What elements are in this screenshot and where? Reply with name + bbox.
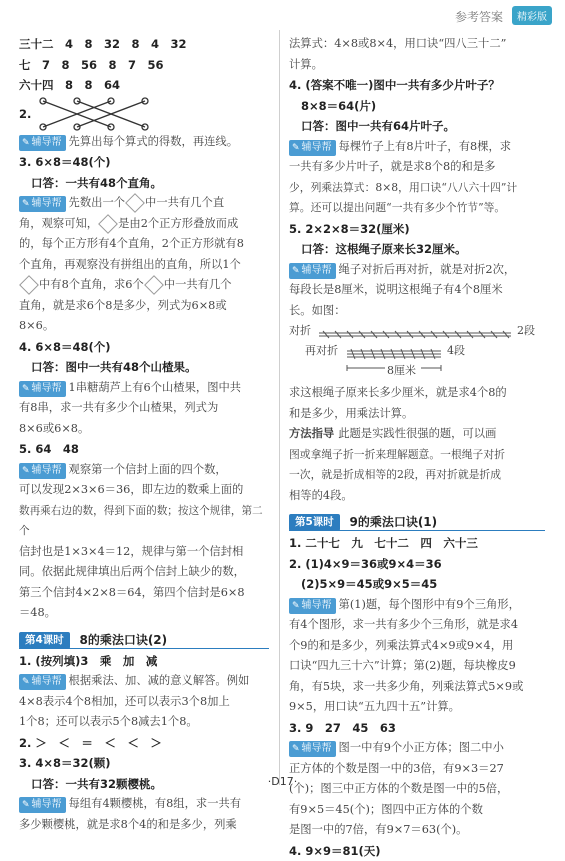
help-tag: ✎ 辅导帮 (289, 741, 336, 757)
help-text: 有9×5＝45(个)；图四中正方体的个数 (289, 800, 545, 821)
lesson-title: 9的乘法口诀(1) (349, 515, 437, 529)
help-text: 角，观察可知， 是由2个正方形叠放而成 (19, 214, 269, 235)
help-text: 和是多少，用乘法计算。 (289, 404, 545, 425)
help-tag: ✎ 辅导帮 (19, 196, 66, 212)
answer-line: 5. 64 48 (19, 439, 269, 460)
answer-line: 3. 4×8＝32(颗) (19, 753, 269, 774)
help-text: 计算。 (289, 55, 545, 76)
fold-label: 对折 (289, 321, 311, 342)
lightbulb-icon: ✎ (22, 138, 30, 148)
answer-line: 3. 9 27 45 63 (289, 718, 545, 739)
help-text: 直角，就是求6个8是多少，列式为6×8或 (19, 296, 269, 317)
lightbulb-icon: ✎ (22, 466, 30, 476)
help-tag: ✎ 辅导帮 (19, 135, 66, 151)
help-text: ✎ 辅导帮 先数出一个 中一共有几个直 (19, 193, 269, 214)
rope-diagram (289, 321, 545, 383)
help-text: 同。依据此规律填出后两个信封上缺少的数， (19, 562, 269, 583)
method-guide: 相等的4段。 (289, 486, 545, 507)
help-text: ✎ 辅导帮 先算出每个算式的得数，再连线。 (19, 132, 269, 153)
oral-answer: 口答：一共有32颗樱桃。 (19, 774, 269, 795)
help-text: ✎ 辅导帮 观察第一个信封上面的四个数， (19, 460, 269, 481)
help-text: 少，列乘法算式：8×8，用口诀“八八六十四”计 (289, 178, 545, 199)
square-shape-icon (125, 193, 145, 213)
column-divider (279, 30, 280, 785)
answer-line: 4. (答案不唯一)图中一共有多少片叶子？ (289, 75, 545, 96)
answer-line: 3. 6×8＝48(个) (19, 152, 269, 173)
length-label: 8厘米 (387, 361, 416, 382)
help-text: 个直角，再观察没有拼组出的直角，所以1个 (19, 255, 269, 276)
help-text: 正方体的个数是图一中的3倍，有9×3＝27 (289, 759, 545, 780)
method-guide: 方法指导 此题是实践性很强的题，可以画 (289, 424, 545, 445)
help-text: 数再乘右边的数，得到下面的数；按这个规律，第二个 (19, 501, 269, 542)
help-tag: ✎ 辅导帮 (289, 598, 336, 614)
help-text: 求这根绳子原来长多少厘米，就是求4个8的 (289, 383, 545, 404)
answer-line: 2. (1)4×9＝36或9×4＝36 (289, 554, 545, 575)
help-text: ✎ 辅导帮 1串糖葫芦上有6个山楂果，图中共 (19, 378, 269, 399)
help-tag: ✎ 辅导帮 (19, 463, 66, 479)
answer-line: (2)5×9＝45或9×5＝45 (289, 574, 545, 595)
help-text: ✎ 辅导帮 第(1)题，每个图形中有9个三角形， (289, 595, 545, 616)
help-text: 的，每个正方形有4个直角，2个正方形就有8 (19, 234, 269, 255)
help-text: ✎ 辅导帮 绳子对折后再对折，就是对折2次， (289, 260, 545, 281)
help-text: 有4个图形，求一共有多少个三角形，就是求4 (289, 615, 545, 636)
lesson-rule (19, 648, 269, 649)
help-tag: ✎ 辅导帮 (19, 797, 66, 813)
method-guide-title: 方法指导 (289, 427, 334, 440)
lightbulb-icon: ✎ (22, 199, 30, 209)
answer-line: 三十二 4 8 32 8 4 32 (19, 34, 269, 55)
help-text: 是图一中的7倍，有9×7＝63(个)。 (289, 820, 545, 841)
help-text: 中有8个直角，求6个 中一共有几个 (19, 275, 269, 296)
lightbulb-icon: ✎ (292, 143, 300, 153)
help-text: ✎ 辅导帮 每棵竹子上有8片叶子，有8棵，求 (289, 137, 545, 158)
help-text: 第三个信封4×2×8＝64，第四个信封是6×8 (19, 583, 269, 604)
lightbulb-icon: ✎ (292, 266, 300, 276)
page-number: ·D17· (0, 775, 565, 788)
answer-line: 5. 2×2×8＝32(厘米) (289, 219, 545, 240)
segment-label: 2段 (517, 321, 535, 342)
method-guide: 图或拿绳子折一折来理解题意。一根绳子对折 (289, 445, 545, 466)
answer-line: 4. 9×9＝81(天) (289, 841, 545, 861)
question-number: 2. (19, 104, 31, 125)
oral-answer: 口答：一共有48个直角。 (19, 173, 269, 194)
segment-label: 4段 (447, 341, 465, 362)
lightbulb-icon: ✎ (292, 601, 300, 611)
lesson-heading (289, 512, 545, 531)
answer-line: 1. 二十七 九 七十二 四 六十三 (289, 533, 545, 554)
help-text: ＝48。 (19, 603, 269, 624)
answer-line: 六十四 8 8 64 (19, 75, 269, 96)
help-text: 角，有5块，求一共多少角，列乘法算式5×9或 (289, 677, 545, 698)
fold-label: 再对折 (305, 341, 338, 362)
square-shape-icon (144, 275, 164, 295)
help-text: 每段长是8厘米，说明这根绳子有4个8厘米 (289, 280, 545, 301)
help-text: ✎ 辅导帮 图一中有9个小正方体；图二中小 (289, 738, 545, 759)
square-shape-icon (98, 214, 118, 234)
help-text: 信封也是1×3×4＝12，规律与第一个信封相 (19, 542, 269, 563)
answer-line: 8×8＝64(片) (289, 96, 545, 117)
answer-line: 2. ＞ ＜ ＝ ＜ ＜ ＞ (19, 733, 269, 754)
help-text: 一共有多少片叶子，就是求8个8的和是多 (289, 157, 545, 178)
help-text: 长。如图： (289, 301, 545, 322)
help-tag: ✎ 辅导帮 (289, 140, 336, 156)
help-tag: ✎ 辅导帮 (19, 674, 66, 690)
right-column (289, 34, 545, 861)
lesson-heading (19, 630, 269, 649)
help-tag: ✎ 辅导帮 (19, 381, 66, 397)
help-text: 1个8；还可以表示5个8减去1个8。 (19, 712, 269, 733)
lesson-number: 第5课时 (289, 514, 340, 531)
answer-line: 1. (按列填)3 乘 加 减 (19, 651, 269, 672)
help-text: 8×6。 (19, 316, 269, 337)
method-guide: 一次，就是折成相等的2段，再对折就是折成 (289, 465, 545, 486)
left-column (19, 34, 269, 835)
lightbulb-icon: ✎ (22, 800, 30, 810)
help-text: ✎ 辅导帮 根据乘法、加、减的意义解答。例如 (19, 671, 269, 692)
matching-lines-figure (19, 96, 219, 132)
answer-line: 七 7 8 56 8 7 56 (19, 55, 269, 76)
help-text: 有8串，求一共有多少个山楂果，列式为 (19, 398, 269, 419)
help-tag: ✎ 辅导帮 (289, 263, 336, 279)
cross-lines-diagram (37, 96, 217, 132)
lesson-rule (289, 530, 545, 531)
rope-folding-figure (289, 321, 545, 383)
help-text: 口诀“四九三十六”计算；第(2)题，每块橡皮9 (289, 656, 545, 677)
answer-line: 4. 6×8＝48(个) (19, 337, 269, 358)
help-text: 多少颗樱桃，就是求8个4的和是多少，列乘 (19, 815, 269, 836)
lightbulb-icon: ✎ (22, 384, 30, 394)
help-text: 个9的和是多少，列乘法算式4×9或9×4，用 (289, 636, 545, 657)
help-text: 可以发现2×3×6＝36，即左边的数乘上面的 (19, 480, 269, 501)
help-text: 4×8表示4个8相加，还可以表示3个8加上 (19, 692, 269, 713)
oral-answer: 口答：图中一共有64片叶子。 (289, 116, 545, 137)
square-shape-icon (19, 275, 39, 295)
help-text: ✎ 辅导帮 每组有4颗樱桃，有8组，求一共有 (19, 794, 269, 815)
help-text: 9×5，用口诀“五九四十五”计算。 (289, 697, 545, 718)
help-text: 算。还可以提出问题“一共有多少个竹节”等。 (289, 198, 545, 219)
help-text: 8×6或6×8。 (19, 419, 269, 440)
help-text: 法算式：4×8或8×4，用口诀“四八三十二” (289, 34, 545, 55)
lesson-number: 第4课时 (19, 632, 70, 649)
oral-answer: 口答：这根绳子原来长32厘米。 (289, 239, 545, 260)
help-text: (个)；图三中正方体的个数是图一中的5倍， (289, 779, 545, 800)
answer-label: 参考答案 (455, 8, 503, 25)
lesson-title: 8的乘法口诀(2) (79, 633, 167, 647)
edition-badge: 精彩版 (512, 6, 552, 25)
lightbulb-icon: ✎ (22, 677, 30, 687)
oral-answer: 口答：图中一共有48个山楂果。 (19, 357, 269, 378)
lightbulb-icon: ✎ (292, 744, 300, 754)
